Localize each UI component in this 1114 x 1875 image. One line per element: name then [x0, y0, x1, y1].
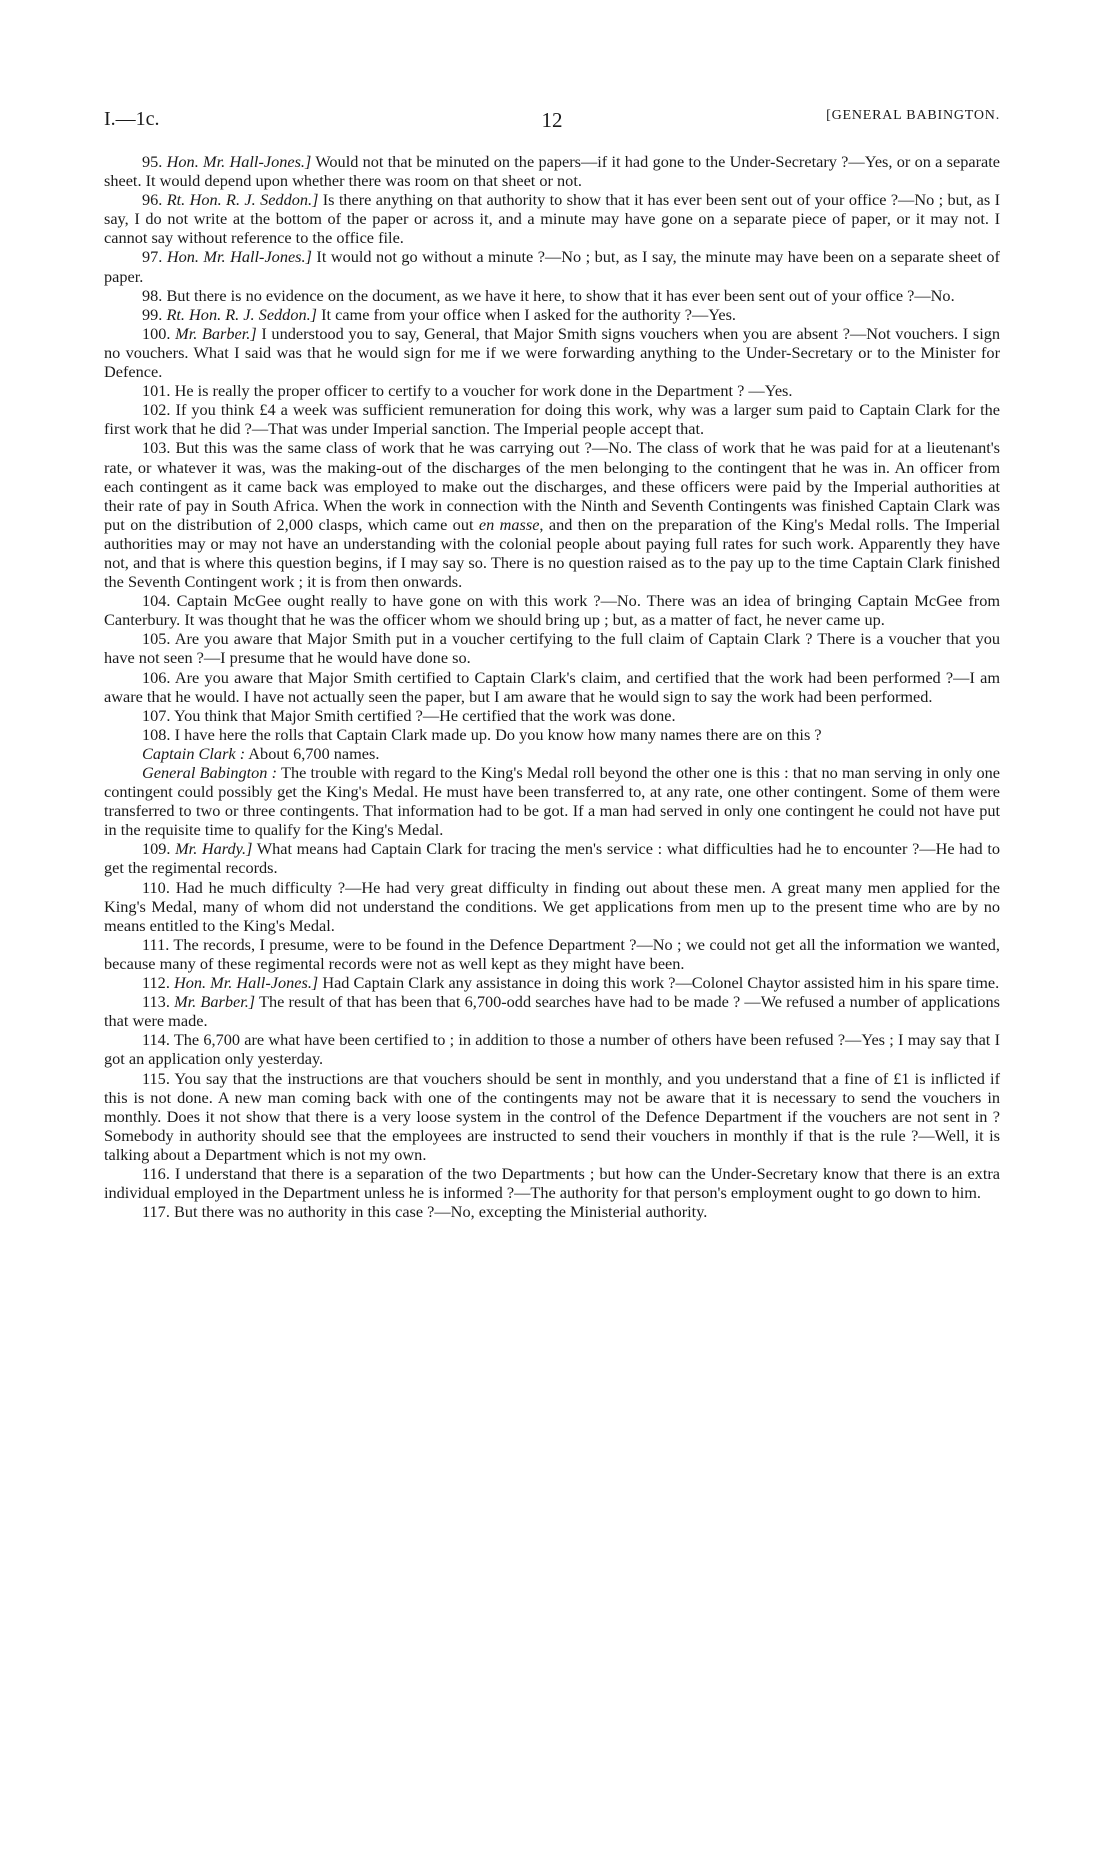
question-paragraph — [104, 878, 1000, 935]
question-paragraph — [104, 286, 1000, 305]
paragraph-text: It would not go without a minute ?—No ; but, as I say, the minute may have been on a separate sheet of paper. — [104, 247, 1000, 286]
question-number: 117. — [142, 1202, 170, 1222]
question-number: 110. — [142, 877, 170, 897]
paragraph-text: Is there anything on that authority to show that it has ever been sent out of your office ?—No ; but, as I say, I do not write at the bottom of the paper or across it, and a minute may have gone on a separate piece of paper, or it may not. I cannot say without reference to the office file. — [104, 190, 1001, 248]
speaker-name: Captain Clark : — [142, 743, 246, 763]
question-number: 108. — [142, 724, 171, 744]
page-number: 12 — [541, 108, 563, 132]
paragraph-text: It came from your office when I asked for the authority ?—Yes. — [321, 304, 736, 324]
speaker-name: Hon. Mr. Hall-Jones.] — [173, 973, 319, 993]
paragraph-text: Are you aware that Major Smith put in a voucher certifying to the full claim of Captain Clark ? There is a voucher that you have not seen ?—I presume that he would have done so. — [104, 629, 1001, 668]
question-paragraph — [104, 305, 1000, 324]
paragraph-text: The result of that has been that 6,700-odd searches have had to be made ? —We refused a number of applications that were made. — [104, 992, 1000, 1031]
question-paragraph — [104, 190, 1000, 247]
question-paragraph — [104, 629, 1000, 667]
question-paragraph — [104, 381, 1000, 400]
question-paragraph — [104, 400, 1000, 438]
paragraph-text: If you think £4 a week was sufficient remuneration for doing this work, why was a larger sum paid to Captain Clark for the first work that he did ?—That was under Imperial sanction. The Imperial people accept that. — [104, 400, 1000, 439]
question-number: 109. — [142, 839, 171, 859]
speaker-name: Mr. Barber.] — [174, 992, 256, 1012]
speaker-name: Hon. Mr. Hall-Jones.] — [166, 152, 312, 171]
question-paragraph — [104, 668, 1000, 706]
question-number: 98. — [142, 285, 163, 305]
speaker-name: Mr. Hardy.] — [175, 839, 253, 859]
question-paragraph — [104, 591, 1000, 629]
paragraph-text: Had Captain Clark any assistance in doing this work ?—Colonel Chaytor assisted him in his spare time. — [322, 973, 1000, 993]
paragraph-text: Are you aware that Major Smith certified to Captain Clark's claim, and certified that the work had been performed ?—I am aware that he would. I have not actually seen the paper, but I am aware that he would sign to say the work had been performed. — [104, 667, 1000, 706]
question-paragraph — [104, 973, 1000, 992]
question-number: 113. — [142, 992, 170, 1012]
paragraph-text: The trouble with regard to the King's Medal roll beyond the other one is this : that no man serving in only one contingent could possibly get the King's Medal. He must have been transferred to, at any rate, one other contingent. Some of them were transferred to two or three contingents. That information had to be got. If a man had served in only one contingent he could not have put in the requisite time to qualify for the King's Medal. — [104, 763, 1000, 840]
question-number: 99. — [142, 304, 163, 324]
speaker-name: General Babington : — [142, 763, 278, 782]
witness-heading: [GENERAL BABINGTON. — [826, 108, 1000, 123]
question-paragraph — [104, 247, 1000, 285]
question-number: 101. — [142, 381, 171, 401]
question-number: 97. — [142, 247, 163, 267]
paragraph-text: He is really the proper officer to certify to a voucher for work done in the Department ? —Yes. — [174, 381, 793, 401]
question-number: 106. — [142, 667, 171, 687]
question-number: 95. — [142, 152, 163, 171]
question-paragraph — [104, 1030, 1000, 1068]
paragraph-text: Had he much difficulty ?—He had very great difficulty in finding out about these men. A great many men applied for the King's Medal, many of whom did not understand the conditions. We get applications from men up to the present time who are by no means entitled to the King's Medal. — [104, 877, 1000, 935]
question-number: 115. — [142, 1068, 170, 1088]
paragraph-text: But there was no authority in this case ?—No, excepting the Ministerial authority. — [173, 1202, 708, 1222]
speaker-name: Hon. Mr. Hall-Jones.] — [166, 247, 312, 267]
question-number: 105. — [142, 629, 171, 649]
paragraph-text: I understand that there is a separation of the two Departments ; but how can the Under-Secretary know that there is an extra individual employed in the Department unless he is informed ?—The authority for that person's employment ought to go down to him. — [104, 1163, 1000, 1203]
question-number: 102. — [142, 400, 171, 420]
question-paragraph — [104, 935, 1000, 973]
speaker-name: Rt. Hon. R. J. Seddon.] — [166, 304, 318, 324]
question-paragraph — [104, 706, 1000, 725]
paragraph-text: You say that the instructions are that vouchers should be sent in monthly, and you understand that a fine of £1 is inflicted if this is not done. A new man coming back with one of the contingents may not be aware that it is necessary to send the vouchers in monthly. Does it not show that there is a very loose system in the control of the Defence Department if the vouchers are not sent in ? Somebody in authority should see that the employees are instructed to send their vouchers in monthly if that is the rule ?—Well, it is talking about a Department which is not my own. — [104, 1068, 1000, 1164]
question-paragraph — [104, 438, 1000, 591]
paragraph-text: The records, I presume, were to be found in the Defence Department ?—No ; we could not get all the information we wanted, because many of these regimental records were not as well kept as they might have been. — [104, 934, 1000, 973]
question-paragraph — [104, 744, 1000, 763]
paragraph-text: Would not that be minuted on the papers—if it had gone to the Under-Secretary ?—Yes, or on a separate sheet. It would depend upon whether there was room on that sheet or not. — [104, 152, 1000, 191]
question-paragraph — [104, 992, 1000, 1030]
question-number: 100. — [142, 323, 171, 343]
question-paragraph — [104, 324, 1000, 381]
paragraph-text: The 6,700 are what have been certified to ; in addition to those a number of others have been refused ?—Yes ; I may say that I got an application only yesterday. — [104, 1030, 1000, 1069]
question-paragraph — [104, 1164, 1000, 1202]
paragraph-text: About 6,700 names. — [248, 743, 380, 763]
question-paragraph — [104, 725, 1000, 744]
page-header — [104, 108, 1000, 138]
question-number: 114. — [142, 1030, 170, 1050]
question-number: 116. — [142, 1163, 170, 1183]
question-number: 111. — [142, 934, 170, 954]
question-number: 112. — [142, 973, 170, 993]
paragraph-text: I understood you to say, General, that Major Smith signs vouchers when you are absent ?—Not vouchers. I sign no vouchers. What I said was that he would sign for me if we were forwarding anything to the Under-Secretary or to the Minister for Defence. — [104, 323, 1000, 382]
question-paragraph — [104, 839, 1000, 877]
question-number: 104. — [142, 591, 171, 611]
question-number: 107. — [142, 705, 171, 725]
speaker-name: Mr. Barber.] — [175, 323, 257, 343]
question-number: 103. — [142, 438, 171, 458]
question-paragraph — [104, 1069, 1000, 1164]
paragraph-text: But there is no evidence on the document, as we have it here, to show that it has ever been sent out of your office ?—No. — [166, 285, 955, 305]
paragraph-text: Captain McGee ought really to have gone on with this work ?—No. There was an idea of bringing Captain McGee from Canterbury. It was thought that he was the officer whom we should bring up ; but, as a matter of fact, he never came up. — [104, 591, 1001, 630]
paragraph-text: I have here the rolls that Captain Clark made up. Do you know how many names there are on this ? — [174, 724, 822, 744]
speaker-name: Rt. Hon. R. J. Seddon.] — [166, 190, 319, 210]
paragraph-text: You think that Major Smith certified ?—He certified that the work was done. — [173, 705, 676, 725]
paragraph-text: But this was the same class of work that he was carrying out ?—No. The class of work that he was paid for at a lieutenant's rate, or whatever it was, was the making-out of the discharges of the men belonging to the contingent that he was in. An officer from each contingent as it came back was employed to make out the discharges, and these officers were paid by the Imperial authorities at their rate of pay in South Africa. When the work in connection with the Ninth and Seventh Contingents was finished Captain Clark was put on the distribution of 2,000 clasps, which came out en masse, and then on the preparation of the King's Medal rolls. The Imperial authorities may or may not have an understanding with the colonial people about paying full rates for such work. Apparently they have not, and that is where this question begins, if I may say so. There is no question raised as to the pay up to the time Captain Clark finished the Seventh Contingent work ; it is from then onwards. — [104, 438, 1001, 592]
question-paragraph — [104, 763, 1000, 839]
paragraph-text: What means had Captain Clark for tracing the men's service : what difficulties had he to encounter ?—He had to get the regimental records. — [104, 839, 1000, 878]
paper-reference: I.—1c. — [104, 108, 160, 130]
question-number: 96. — [142, 190, 163, 210]
document-body — [104, 152, 1000, 1221]
question-paragraph — [104, 152, 1000, 190]
question-paragraph — [104, 1202, 1000, 1221]
